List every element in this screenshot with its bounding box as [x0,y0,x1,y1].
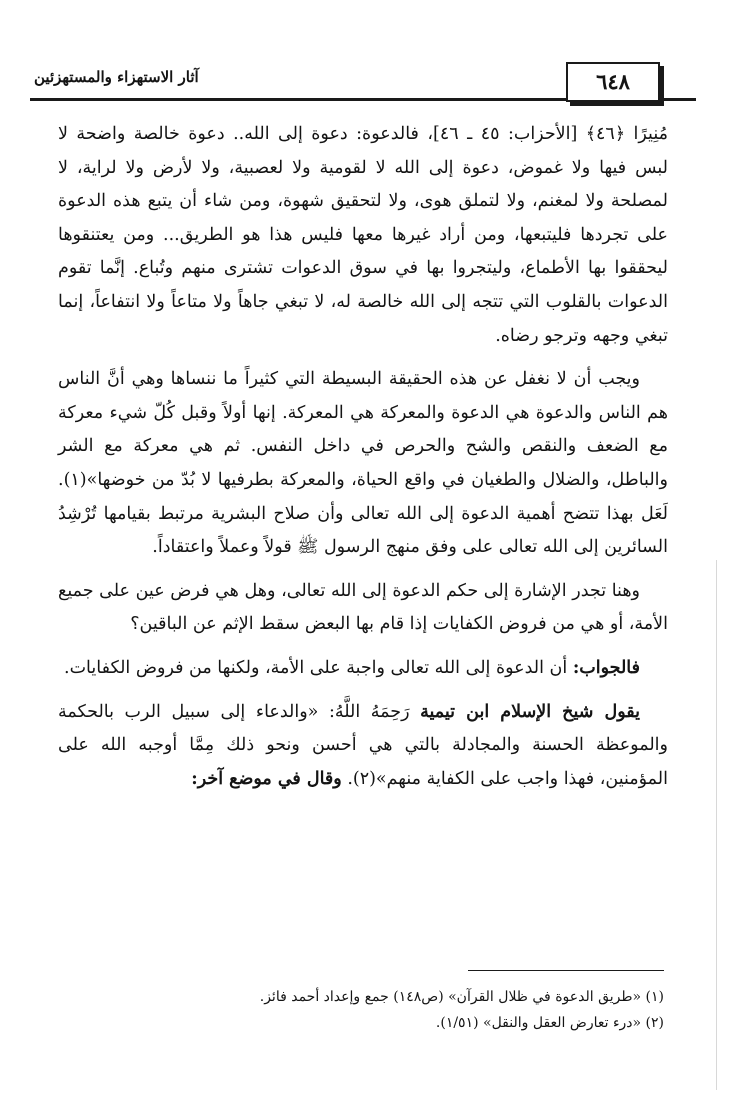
answer-text: أن الدعوة إلى الله تعالى واجبة على الأمة، ولكنها من فروض الكفايات. [64,657,573,678]
main-text [58,118,668,796]
paragraph-4 [58,652,668,686]
page-number-box [566,62,660,102]
running-title: آثار الاستهزاء والمستهزئين [34,68,199,86]
page-edge-line [716,560,717,1090]
paragraph-3: وهنا تجدر الإشارة إلى حكم الدعوة إلى الله تعالى، وهل هي فرض عين على جميع الأمة، أو هي من فروض الكفايات إذا قام بها البعض سقط الإثم عن الباقين؟ [58,580,668,635]
header-tick [670,98,684,101]
answer-lead: فالجواب: [572,657,640,678]
footnote-2: (٢) «درء تعارض العقل والنقل» (١/٥١). [435,1015,664,1031]
footnote-separator [468,970,664,971]
paragraph-5 [58,696,668,797]
paragraph-2: ويجب أن لا نغفل عن هذه الحقيقة البسيطة التي كثيراً ما ننساها وهي أنَّ الناس هم الناس والدعوة هي الدعوة والمعركة هي المعركة. إنها أولاً وقبل كُلّ شيء معركة مع الضعف والنقص والشح والحرص في داخل النفس. ثم هي معركة مع الشر والباطل، والضلال والطغيان في واقع الحياة، والمعركة بطرفيها لا بُدّ من خوضها»(١). لَعَل بهذا تتضح أهمية الدعوة إلى الله تعالى وأن صلاح البشرية مرتبط بقيامها تُرْشِدُ السائرين إلى الله تعالى على وفق منهج الرسول ﷺ قولاً وعملاً واعتقاداً. [58,369,668,558]
quote-lead: يقول شيخ الإسلام ابن تيمية [420,701,640,722]
paragraph-1: مُنِيرًا ﴿٤٦﴾ [الأحزاب: ٤٥ ـ ٤٦]، فالدعوة: دعوة إلى الله.. دعوة خالصة واضحة لا لبس فيها ولا غموض، دعوة إلى الله لا لقومية ولا لعصبية، ولا لأرض ولا لراية، لا لمصلحة ولا لمغنم، ولا لتملق هوى، ولا لتحقيق شهوة، ومن شاء أن يتبع هذه الدعوة على تجردها فليتبعها، ومن أراد غيرها معها فليس هذا هو الطريق... ومن يعتنقوها ليحققوا بها الأطماع، وليتجروا بها في سوق الدعوات تشترى منهم وتُباع. إنَّما تقوم الدعوات بالقلوب التي تتجه إلى الله خالصة له، لا تبغي جاهاً ولا متاعاً ولا انتفاعاً، إنما تبغي وجهه وترجو رضاه. [58,124,668,346]
footnotes [58,984,664,1036]
footnote-1: (١) «طريق الدعوة في ظلال القرآن» (ص١٤٨) جمع وإعداد أحمد فائز. [259,989,664,1005]
page-header [30,58,696,106]
page-number: ٦٤٨ [596,69,630,94]
quote-text: رَحِمَهُ اللَّهُ: «والدعاء إلى سبيل الرب بالحكمة والموعظة الحسنة والمجادلة بالتي هي أحسن ونحو ذلك مِمَّا أوجبه الله على المؤمنين، فهذا واجب على الكفاية منهم»(٢). [58,701,668,789]
quote-tail: وقال في موضع آخر: [191,768,342,789]
